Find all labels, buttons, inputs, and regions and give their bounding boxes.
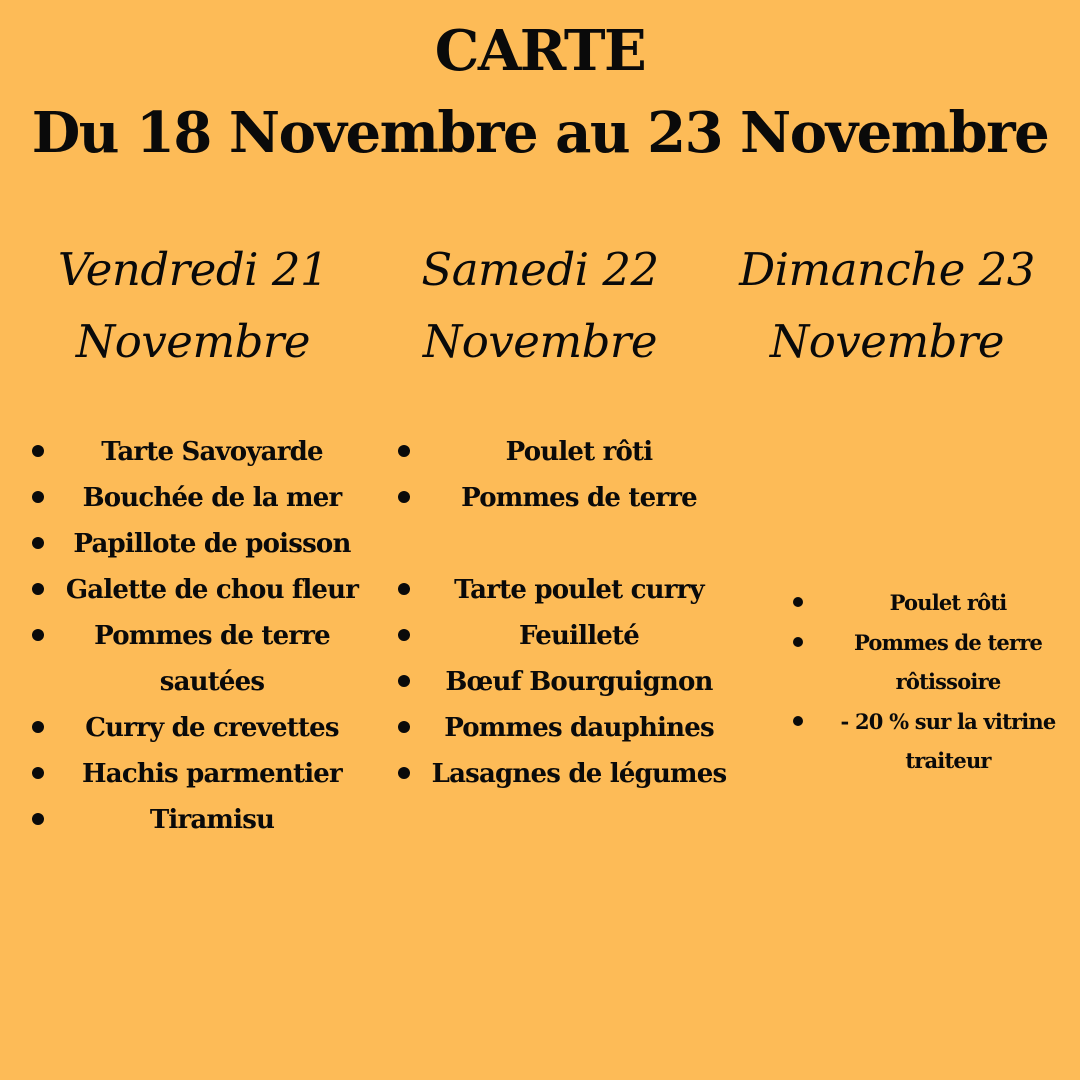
menu-item: Tiramisu <box>60 797 364 843</box>
menu-item: Tarte Savoyarde <box>60 429 364 475</box>
menu-list-saturday <box>428 429 730 797</box>
menu-item: Bœuf Bourguignon <box>428 659 730 705</box>
menu-list-sunday <box>820 583 1076 781</box>
date-range-title: Du 18 Novembre au 23 Novembre <box>31 100 1049 166</box>
menu-item: Lasagnes de légumes <box>428 751 730 797</box>
day-heading-saturday <box>360 234 720 378</box>
menu-title: CARTE <box>434 18 646 84</box>
menu-item: Poulet rôti <box>820 583 1076 623</box>
day-heading-line: Novembre <box>75 315 311 368</box>
menu-item: Hachis parmentier <box>60 751 364 797</box>
menu-item: Papillote de poisson <box>60 521 364 567</box>
menu-item: Pommes de terre <box>428 475 730 521</box>
menu-item: Pommes de terre rôtissoire <box>820 623 1076 702</box>
menu-item: Feuilleté <box>428 613 730 659</box>
menu-item: Poulet rôti <box>428 429 730 475</box>
day-heading-line: Vendredi 21 <box>57 243 329 296</box>
menu-item: - 20 % sur la vitrine traiteur <box>820 702 1076 781</box>
day-heading-line: Novembre <box>769 315 1005 368</box>
menu-list-friday <box>60 429 364 843</box>
day-heading-line: Samedi 22 <box>421 243 659 296</box>
day-heading-line: Dimanche 23 <box>739 243 1035 296</box>
menu-item: Bouchée de la mer <box>60 475 364 521</box>
menu-item: Pommes de terre sautées <box>60 613 364 705</box>
day-heading-line: Novembre <box>422 315 658 368</box>
menu-item: Pommes dauphines <box>428 705 730 751</box>
day-heading-friday <box>12 234 374 378</box>
menu-item: Tarte poulet curry <box>428 567 730 613</box>
menu-item: Curry de crevettes <box>60 705 364 751</box>
day-heading-sunday <box>706 234 1068 378</box>
menu-item: Galette de chou fleur <box>60 567 364 613</box>
